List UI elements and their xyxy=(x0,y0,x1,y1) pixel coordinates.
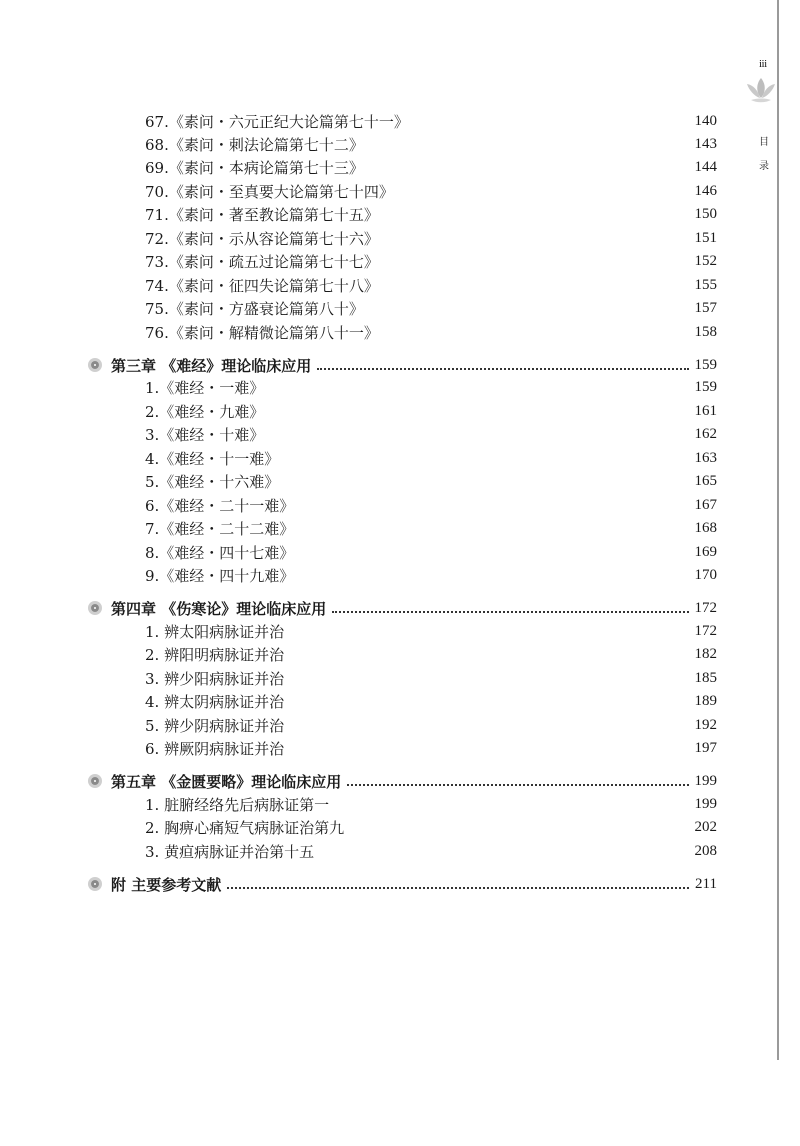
page-number: 140 xyxy=(694,113,717,129)
toc-entry[interactable] xyxy=(145,321,717,344)
page-number: 150 xyxy=(694,206,717,222)
page-number: 159 xyxy=(694,356,717,373)
entry-title: 9.《难经・四十九难》 xyxy=(145,567,295,585)
page-number: 162 xyxy=(694,426,717,442)
toc-entry[interactable] xyxy=(145,180,717,203)
toc-entry[interactable] xyxy=(145,203,717,226)
page-number: 197 xyxy=(694,740,717,756)
page-number: 161 xyxy=(694,403,717,419)
page-number: 202 xyxy=(694,819,717,835)
toc-entry[interactable] xyxy=(145,620,717,643)
page-number: 169 xyxy=(694,544,717,560)
toc-entry[interactable] xyxy=(145,816,717,839)
toc-entry[interactable] xyxy=(145,564,717,587)
toc-entry[interactable] xyxy=(145,297,717,320)
entry-title: 73.《素问・疏五过论篇第七十七》 xyxy=(145,253,379,271)
entry-title: 7.《难经・二十二难》 xyxy=(145,520,295,538)
page-number: 199 xyxy=(694,772,717,789)
page-number: 165 xyxy=(694,473,717,489)
toc-entry[interactable] xyxy=(145,737,717,760)
entry-title: 67.《素问・六元正纪大论篇第七十一》 xyxy=(145,113,409,131)
toc-entry[interactable] xyxy=(145,541,717,564)
chapter-title: 附 主要参考文献 xyxy=(111,875,222,894)
toc-entry[interactable] xyxy=(145,376,717,399)
section-label xyxy=(758,131,770,179)
toc-entry[interactable] xyxy=(145,227,717,250)
leader-dots xyxy=(347,783,688,786)
entry-title: 1. 辨太阳病脉证并治 xyxy=(145,623,285,641)
entry-title: 2.《难经・九难》 xyxy=(145,403,265,421)
entry-title: 5.《难经・十六难》 xyxy=(145,473,280,491)
page-number: 172 xyxy=(694,599,717,616)
entry-title: 2. 胸痹心痛短气病脉证治第九 xyxy=(145,819,345,837)
page-number: 152 xyxy=(694,253,717,269)
page-number: 163 xyxy=(694,450,717,466)
toc-entry[interactable] xyxy=(145,423,717,446)
toc-entry[interactable] xyxy=(145,494,717,517)
page-number: 143 xyxy=(694,136,717,152)
page-number: 182 xyxy=(694,646,717,662)
entry-title: 6. 辨厥阴病脉证并治 xyxy=(145,740,285,758)
entry-title: 4.《难经・十一难》 xyxy=(145,450,280,468)
page-numeral: iii xyxy=(759,58,767,70)
chapter-title: 第三章 《难经》理论临床应用 xyxy=(111,356,312,375)
chapter-row[interactable] xyxy=(88,596,717,620)
entry-title: 1. 脏腑经络先后病脉证第一 xyxy=(145,796,330,814)
chapter-title: 第五章 《金匮要略》理论临床应用 xyxy=(111,772,342,791)
page-number: 144 xyxy=(694,159,717,175)
chapter-bullet-icon xyxy=(88,877,102,891)
entry-title: 1.《难经・一难》 xyxy=(145,379,265,397)
page-number: 208 xyxy=(694,843,717,859)
toc-entry[interactable] xyxy=(145,274,717,297)
toc-entry[interactable] xyxy=(145,793,717,816)
toc-entry[interactable] xyxy=(145,133,717,156)
entry-title: 4. 辨太阴病脉证并治 xyxy=(145,693,285,711)
chapter-row[interactable] xyxy=(88,769,717,793)
entry-title: 68.《素问・刺法论篇第七十二》 xyxy=(145,136,364,154)
page-number: 185 xyxy=(694,670,717,686)
toc-entry[interactable] xyxy=(145,690,717,713)
toc-entry[interactable] xyxy=(145,667,717,690)
page-number: 167 xyxy=(694,497,717,513)
entry-title: 71.《素问・著至教论篇第七十五》 xyxy=(145,206,379,224)
toc-entry[interactable] xyxy=(145,714,717,737)
chapter-bullet-icon xyxy=(88,358,102,372)
entry-title: 69.《素问・本病论篇第七十三》 xyxy=(145,159,364,177)
toc-entry[interactable] xyxy=(145,156,717,179)
page-number: 159 xyxy=(694,379,717,395)
entry-title: 8.《难经・四十七难》 xyxy=(145,544,295,562)
entry-title: 72.《素问・示从容论篇第七十六》 xyxy=(145,230,379,248)
leader-dots xyxy=(332,610,688,613)
entry-title: 3. 黄疸病脉证并治第十五 xyxy=(145,843,315,861)
entry-title: 2. 辨阳明病脉证并治 xyxy=(145,646,285,664)
toc-entry[interactable] xyxy=(145,250,717,273)
page-number: 211 xyxy=(695,875,717,892)
entry-title: 6.《难经・二十一难》 xyxy=(145,497,295,515)
page-number: 172 xyxy=(694,623,717,639)
page-number: 170 xyxy=(694,567,717,583)
toc-entry[interactable] xyxy=(145,400,717,423)
chapter-row[interactable] xyxy=(88,353,717,377)
lotus-icon xyxy=(745,76,777,104)
chapter-bullet-icon xyxy=(88,774,102,788)
toc-entry[interactable] xyxy=(145,840,717,863)
page-number: 192 xyxy=(694,717,717,733)
toc-entry[interactable] xyxy=(145,643,717,666)
page-number: 155 xyxy=(694,277,717,293)
toc-entry[interactable] xyxy=(145,470,717,493)
toc-entry[interactable] xyxy=(145,517,717,540)
page-number: 157 xyxy=(694,300,717,316)
chapter-title: 第四章 《伤寒论》理论临床应用 xyxy=(111,599,327,618)
chapter-row[interactable] xyxy=(88,872,717,896)
toc-entry[interactable] xyxy=(145,110,717,133)
entry-title: 74.《素问・征四失论篇第七十八》 xyxy=(145,277,379,295)
section-label-char-1: 目 xyxy=(759,137,769,148)
margin-rule xyxy=(777,0,779,1060)
section-label-char-2: 录 xyxy=(759,161,769,172)
entry-title: 70.《素问・至真要大论篇第七十四》 xyxy=(145,183,394,201)
leader-dots xyxy=(227,886,689,889)
page-number: 199 xyxy=(694,796,717,812)
entry-title: 3. 辨少阳病脉证并治 xyxy=(145,670,285,688)
entry-title: 75.《素问・方盛衰论篇第八十》 xyxy=(145,300,364,318)
page-number: 151 xyxy=(694,230,717,246)
entry-title: 76.《素问・解精微论篇第八十一》 xyxy=(145,324,379,342)
leader-dots xyxy=(317,367,688,370)
page-number: 168 xyxy=(694,520,717,536)
entry-title: 3.《难经・十难》 xyxy=(145,426,265,444)
page-number: 158 xyxy=(694,324,717,340)
page-number: 189 xyxy=(694,693,717,709)
chapter-bullet-icon xyxy=(88,601,102,615)
toc-entry[interactable] xyxy=(145,447,717,470)
page-number: 146 xyxy=(694,183,717,199)
entry-title: 5. 辨少阴病脉证并治 xyxy=(145,717,285,735)
